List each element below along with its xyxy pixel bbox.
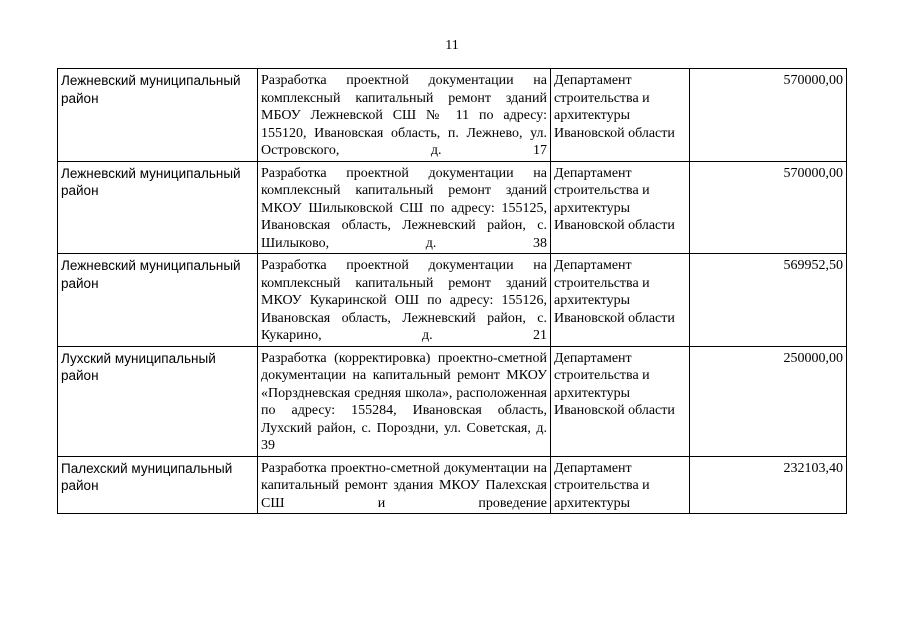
description-cell: Разработка проектной документации на комплексный капитальный ремонт зданий МКОУ Шилыковской СШ по адресу: 155125, Ивановская область, Лежневский район, с. Шилыково, д. 38 bbox=[258, 161, 551, 254]
amount-cell: 250000,00 bbox=[690, 346, 847, 456]
description-cell: Разработка проектно-сметной документации на капитальный ремонт здания МКОУ Палехская СШ и проведение bbox=[258, 456, 551, 514]
amount-cell: 232103,40 bbox=[690, 456, 847, 514]
table-row bbox=[58, 161, 847, 254]
executor-cell: Департамент строительства и архитектуры Ивановской области bbox=[551, 69, 690, 162]
municipality-cell: Лежневский муниципальный район bbox=[58, 254, 258, 347]
description-cell: Разработка (корректировка) проектно-сметной документации на капитальный ремонт МКОУ «Порздневская средняя школа», расположенная по адресу: 155284, Ивановская область, Лухский район, с. Пороздни, ул. Советская, д. 39 bbox=[258, 346, 551, 456]
description-cell: Разработка проектной документации на комплексный капитальный ремонт зданий МКОУ Кукаринской ОШ по адресу: 155126, Ивановская область, Лежневский район, с. Кукарино, д. 21 bbox=[258, 254, 551, 347]
amount-cell: 570000,00 bbox=[690, 69, 847, 162]
description-cell: Разработка проектной документации на комплексный капитальный ремонт зданий МБОУ Лежневской СШ № 11 по адресу: 155120, Ивановская область, п. Лежнево, ул. Островского, д. 17 bbox=[258, 69, 551, 162]
table-row bbox=[58, 69, 847, 162]
table-row bbox=[58, 346, 847, 456]
executor-cell: Департамент строительства и архитектуры Ивановской области bbox=[551, 161, 690, 254]
municipality-cell: Лежневский муниципальный район bbox=[58, 69, 258, 162]
table-row bbox=[58, 254, 847, 347]
amount-cell: 569952,50 bbox=[690, 254, 847, 347]
executor-cell: Департамент строительства и архитектуры Ивановской области bbox=[551, 254, 690, 347]
executor-cell: Департамент строительства и архитектуры Ивановской области bbox=[551, 346, 690, 456]
municipality-cell: Лежневский муниципальный район bbox=[58, 161, 258, 254]
page-number: 11 bbox=[445, 38, 459, 53]
budget-table bbox=[57, 68, 847, 514]
table-row bbox=[58, 456, 847, 514]
municipality-cell: Палехский муниципальный район bbox=[58, 456, 258, 514]
executor-cell: Департамент строительства и архитектуры bbox=[551, 456, 690, 514]
municipality-cell: Лухский муниципальный район bbox=[58, 346, 258, 456]
amount-cell: 570000,00 bbox=[690, 161, 847, 254]
